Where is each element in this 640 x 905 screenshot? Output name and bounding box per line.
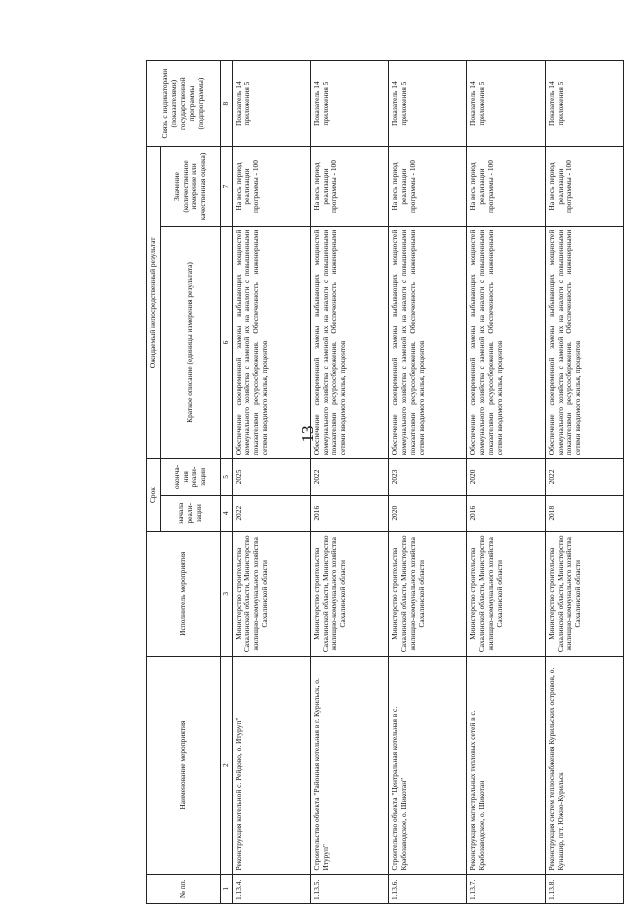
row-num: 1.13.5. xyxy=(310,874,388,903)
header-end: оконча-ния реали-зации xyxy=(160,459,220,495)
table-row xyxy=(310,61,388,904)
row-link: Показатель 14 приложения 5 xyxy=(389,61,467,147)
header-start: начала реали-зации xyxy=(160,495,220,531)
row-end: 2020 xyxy=(467,459,545,495)
row-value: На весь период реализации программы - 100 xyxy=(389,147,467,226)
row-value: На весь период реализации программы - 100 xyxy=(232,147,310,226)
row-desc: Обеспечение своевременной замены выбывающих мощностей коммунального хозяйства с заменой их на аналоги с повышенными показателями ресурсосбережения. Обеспеченность инженерными сетями вводимого жилья, процентов xyxy=(389,226,467,459)
col-number: 5 xyxy=(220,459,232,495)
row-value: На весь период реализации программы - 100 xyxy=(467,147,545,226)
row-link: Показатель 14 приложения 5 xyxy=(232,61,310,147)
row-executor: Министерство строительства Сахалинской области, Министерство жилищно-коммунального хозяйства Сахалинской области xyxy=(467,531,545,656)
row-value: На весь период реализации программы - 100 xyxy=(545,147,623,226)
row-end: 2025 xyxy=(232,459,310,495)
row-desc: Обеспечение своевременной замены выбывающих мощностей коммунального хозяйства с заменой их на аналоги с повышенными показателями ресурсосбережения. Обеспеченность инженерными сетями вводимого жилья, процентов xyxy=(545,226,623,459)
row-end: 2022 xyxy=(545,459,623,495)
row-end: 2022 xyxy=(310,459,388,495)
table-row xyxy=(467,61,545,904)
row-desc: Обеспечение своевременной замены выбывающих мощностей коммунального хозяйства с заменой их на аналоги с повышенными показателями ресурсосбережения. Обеспеченность инженерными сетями вводимого жилья, процентов xyxy=(232,226,310,459)
row-end: 2023 xyxy=(389,459,467,495)
row-name: Строительство объекта "Центральная котельная в с. Крабозаводское, о. Шикотан" xyxy=(389,656,467,874)
row-start: 2020 xyxy=(389,495,467,531)
row-link: Показатель 14 приложения 5 xyxy=(545,61,623,147)
row-start: 2018 xyxy=(545,495,623,531)
row-value: На весь период реализации программы - 100 xyxy=(310,147,388,226)
header-term: Срок xyxy=(147,459,161,532)
col-number: 4 xyxy=(220,495,232,531)
row-start: 2022 xyxy=(232,495,310,531)
header-name: Наименование мероприятия xyxy=(147,656,221,874)
row-name: Реконструкция котельной с. Рейдово, о. Итуруп" xyxy=(232,656,310,874)
table-row xyxy=(232,61,310,904)
col-number: 6 xyxy=(220,226,232,459)
col-number: 8 xyxy=(220,61,232,147)
table-row xyxy=(545,61,623,904)
header-short-desc: Краткое описание (единицы измерения результата) xyxy=(160,226,220,459)
header-value: Значение (количественное измерение или качественная оценка) xyxy=(160,147,220,226)
row-num: 1.13.8. xyxy=(545,874,623,903)
row-name: Строительство объекта "Районная котельная в г. Курильск, о. Итуруп" xyxy=(310,656,388,874)
row-name: Реконструкция систем теплоснабжения Курильских островов, о. Кунашир, пгт. Южно-Курильск xyxy=(545,656,623,874)
row-name: Реконструкция магистральных тепловых сетей в с. Крабозаводское, о. Шикотан xyxy=(467,656,545,874)
row-start: 2016 xyxy=(467,495,545,531)
col-number: 7 xyxy=(220,147,232,226)
row-num: 1.13.7. xyxy=(467,874,545,903)
row-num: 1.13.4. xyxy=(232,874,310,903)
header-expected: Ожидаемый непосредственный результат xyxy=(147,147,161,459)
row-executor: Министерство строительства Сахалинской области, Министерство жилищно-коммунального хозяйства Сахалинской области xyxy=(389,531,467,656)
header-num: № пп. xyxy=(147,874,221,903)
page-number: 13 xyxy=(298,425,317,443)
table-container xyxy=(146,60,624,904)
col-number: 3 xyxy=(220,531,232,656)
row-desc: Обеспечение своевременной замены выбывающих мощностей коммунального хозяйства с заменой их на аналоги с повышенными показателями ресурсосбережения. Обеспеченность инженерными сетями вводимого жилья, процентов xyxy=(467,226,545,459)
header-link: Связь с индикаторами (показателями) государственной программы (подпрограммы) xyxy=(147,61,221,147)
row-executor: Министерство строительства Сахалинской области, Министерство жилищно-коммунального хозяйства Сахалинской области xyxy=(545,531,623,656)
row-executor: Министерство строительства Сахалинской области, Министерство жилищно-коммунального хозяйства Сахалинской области xyxy=(310,531,388,656)
col-number: 1 xyxy=(220,874,232,903)
row-link: Показатель 14 приложения 5 xyxy=(310,61,388,147)
row-start: 2016 xyxy=(310,495,388,531)
row-link: Показатель 14 приложения 5 xyxy=(467,61,545,147)
measures-table xyxy=(146,60,624,904)
col-number: 2 xyxy=(220,656,232,874)
header-executor: Исполнитель мероприятия xyxy=(147,531,221,656)
row-executor: Министерство строительства Сахалинской области, Министерство жилищно-коммунального хозяйства Сахалинской области xyxy=(232,531,310,656)
row-num: 1.13.6. xyxy=(389,874,467,903)
table-row xyxy=(389,61,467,904)
row-desc: Обеспечение своевременной замены выбывающих мощностей коммунального хозяйства с заменой их на аналоги с повышенными показателями ресурсосбережения. Обеспеченность инженерными сетями вводимого жилья, процентов xyxy=(310,226,388,459)
